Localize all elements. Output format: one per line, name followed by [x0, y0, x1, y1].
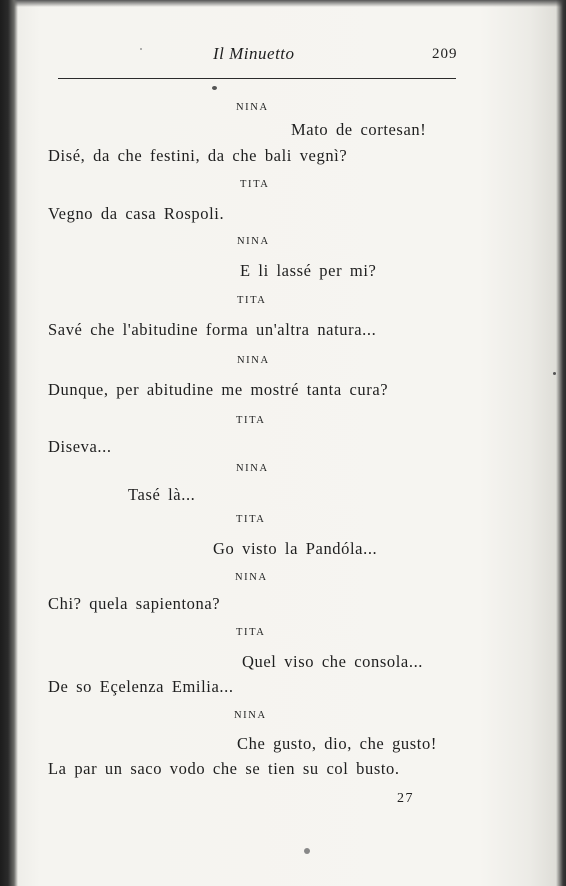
verse-line: Tasé là...: [128, 485, 196, 504]
running-title: Il Minuetto: [213, 44, 295, 63]
signature-mark: 27: [397, 791, 414, 806]
scan-speck: [304, 848, 310, 854]
verse-line: Quel viso che consola...: [242, 652, 424, 671]
scan-speck: [212, 86, 217, 90]
verse-line: Disé, da che festini, da che bali vegnì?: [48, 146, 348, 165]
speaker-label: TITA: [236, 514, 266, 525]
book-spine-shadow: [0, 0, 18, 886]
speaker-label: NINA: [236, 463, 269, 474]
verse-line: Dunque, per abitudine me mostré tanta cura?: [48, 380, 389, 399]
header-rule: [58, 78, 456, 79]
speaker-label: TITA: [236, 627, 266, 638]
scan-speck: [553, 372, 556, 375]
page-edge-shadow: [556, 0, 566, 886]
speaker-label: NINA: [237, 355, 270, 366]
verse-line: Savé che l'abitudine forma un'altra natura...: [48, 320, 377, 339]
speaker-label: NINA: [237, 236, 270, 247]
verse-line: E li lassé per mi?: [240, 261, 377, 280]
speaker-label: NINA: [234, 710, 267, 721]
speaker-label: NINA: [236, 102, 269, 113]
verse-line: Mato de cortesan!: [291, 120, 427, 139]
verse-line: Vegno da casa Rospoli.: [48, 204, 225, 223]
speaker-label: NINA: [235, 572, 268, 583]
speaker-label: TITA: [236, 415, 266, 426]
verse-line: Diseva...: [48, 437, 112, 456]
page-number: 209: [432, 46, 458, 62]
page-top-shadow: [0, 0, 566, 7]
verse-line: Che gusto, dio, che gusto!: [237, 734, 437, 753]
scan-speck: [140, 48, 142, 50]
speaker-label: TITA: [240, 179, 270, 190]
verse-line: Chi? quela sapientona?: [48, 594, 221, 613]
speaker-label: TITA: [237, 295, 267, 306]
verse-line: Go visto la Pandóla...: [213, 539, 378, 558]
verse-line: La par un saco vodo che se tien su col busto.: [48, 759, 400, 778]
verse-line: De so Eçelenza Emilia...: [48, 677, 234, 696]
